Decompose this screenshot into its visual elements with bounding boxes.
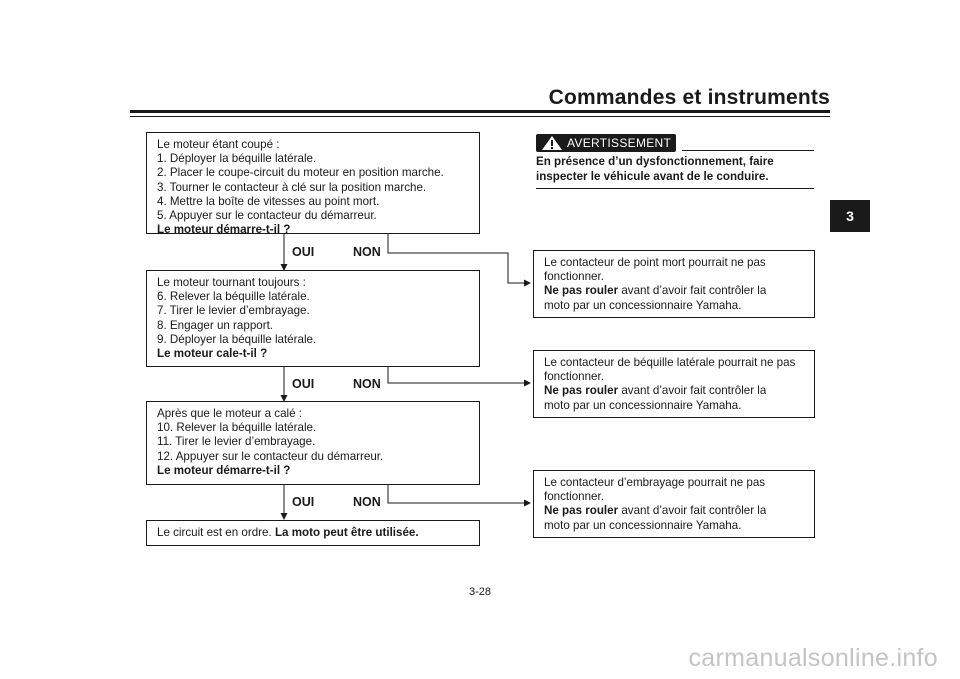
fault-box-neutral xyxy=(533,250,815,318)
warning-rule-top xyxy=(682,150,814,151)
step-3-line: 11. Tirer le levier d’embrayage. xyxy=(157,435,316,449)
result-bold: La moto peut être utilisée. xyxy=(274,526,419,539)
arrow-non-2 xyxy=(388,367,530,383)
warning-rule-bottom xyxy=(536,188,814,189)
warning-badge xyxy=(536,134,676,152)
page-title: Commandes et instruments xyxy=(548,86,830,109)
fault-box-sidestand xyxy=(533,350,815,418)
yes-label-1: OUI xyxy=(292,245,315,259)
result-text: Le circuit est en ordre. xyxy=(157,526,275,539)
fault-line: fonctionner. xyxy=(544,270,604,284)
step-2-line: 8. Engager un rapport. xyxy=(157,318,274,332)
step-1-line: 2. Placer le coupe-circuit du moteur en position marche. xyxy=(157,166,444,180)
step-2-question: Le moteur cale-t-il ? xyxy=(157,347,268,361)
fault-line: fonctionner. xyxy=(544,490,604,504)
fault-line: moto par un concessionnaire Yamaha. xyxy=(544,298,742,312)
fault-line: Le contacteur d’embrayage pourrait ne pas xyxy=(544,476,766,489)
warning-icon xyxy=(541,135,563,151)
step-2-line: Le moteur tournant toujours : xyxy=(157,276,306,289)
arrow-non-3 xyxy=(388,485,530,503)
step-3-question: Le moteur démarre-t-il ? xyxy=(157,463,291,477)
fault-line: avant d’avoir fait contrôler la xyxy=(618,504,767,518)
no-label-2: NON xyxy=(353,377,381,391)
step-3-line: 10. Relever la béquille latérale. xyxy=(157,421,317,435)
warning-line: En présence d’un dysfonctionnement, faire xyxy=(536,155,774,168)
step-1-line: Le moteur étant coupé : xyxy=(157,138,280,151)
warning-line: inspecter le véhicule avant de le conduire. xyxy=(536,169,769,183)
step-2-line: 9. Déployer la béquille latérale. xyxy=(157,332,317,346)
flow-step-2-box xyxy=(146,270,480,367)
page-number: 3-28 xyxy=(468,586,492,598)
fault-line: avant d’avoir fait contrôler la xyxy=(618,284,767,298)
step-1-question: Le moteur démarre-t-il ? xyxy=(157,223,291,237)
fault-line: avant d’avoir fait contrôler la xyxy=(618,384,767,398)
flow-result-box xyxy=(146,520,480,546)
warning-label: AVERTISSEMENT xyxy=(567,136,672,150)
step-1-line: 4. Mettre la boîte de vitesses au point mort. xyxy=(157,194,380,208)
fault-line: Le contacteur de béquille latérale pourrait ne pas xyxy=(544,356,796,369)
flow-step-1-box xyxy=(146,132,480,237)
fault-line: Le contacteur de point mort pourrait ne pas xyxy=(544,256,766,269)
chapter-tab: 3 xyxy=(830,200,870,232)
step-1-line: 1. Déployer la béquille latérale. xyxy=(157,152,317,166)
step-1-line: 3. Tourner le contacteur à clé sur la position marche. xyxy=(157,180,427,194)
fault-box-clutch xyxy=(533,470,815,538)
no-label-1: NON xyxy=(353,245,381,259)
step-3-line: 12. Appuyer sur le contacteur du démarreur. xyxy=(157,449,384,463)
fault-warning-bold: Ne pas rouler xyxy=(544,504,619,518)
watermark: carmanualsonline.info xyxy=(688,644,938,672)
step-2-line: 6. Relever la béquille latérale. xyxy=(157,290,310,304)
fault-line: fonctionner. xyxy=(544,370,604,384)
step-1-line: 5. Appuyer sur le contacteur du démarreur. xyxy=(157,209,377,223)
flow-step-3-box xyxy=(146,401,480,485)
fault-line: moto par un concessionnaire Yamaha. xyxy=(544,518,742,532)
step-2-line: 7. Tirer le levier d’embrayage. xyxy=(157,304,310,318)
yes-label-3: OUI xyxy=(292,495,315,509)
step-3-line: Après que le moteur a calé : xyxy=(157,407,303,420)
no-label-3: NON xyxy=(353,495,381,509)
fault-line: moto par un concessionnaire Yamaha. xyxy=(544,398,742,412)
fault-warning-bold: Ne pas rouler xyxy=(544,284,619,298)
yes-label-2: OUI xyxy=(292,377,315,391)
warning-text xyxy=(536,155,816,184)
fault-warning-bold: Ne pas rouler xyxy=(544,384,619,398)
